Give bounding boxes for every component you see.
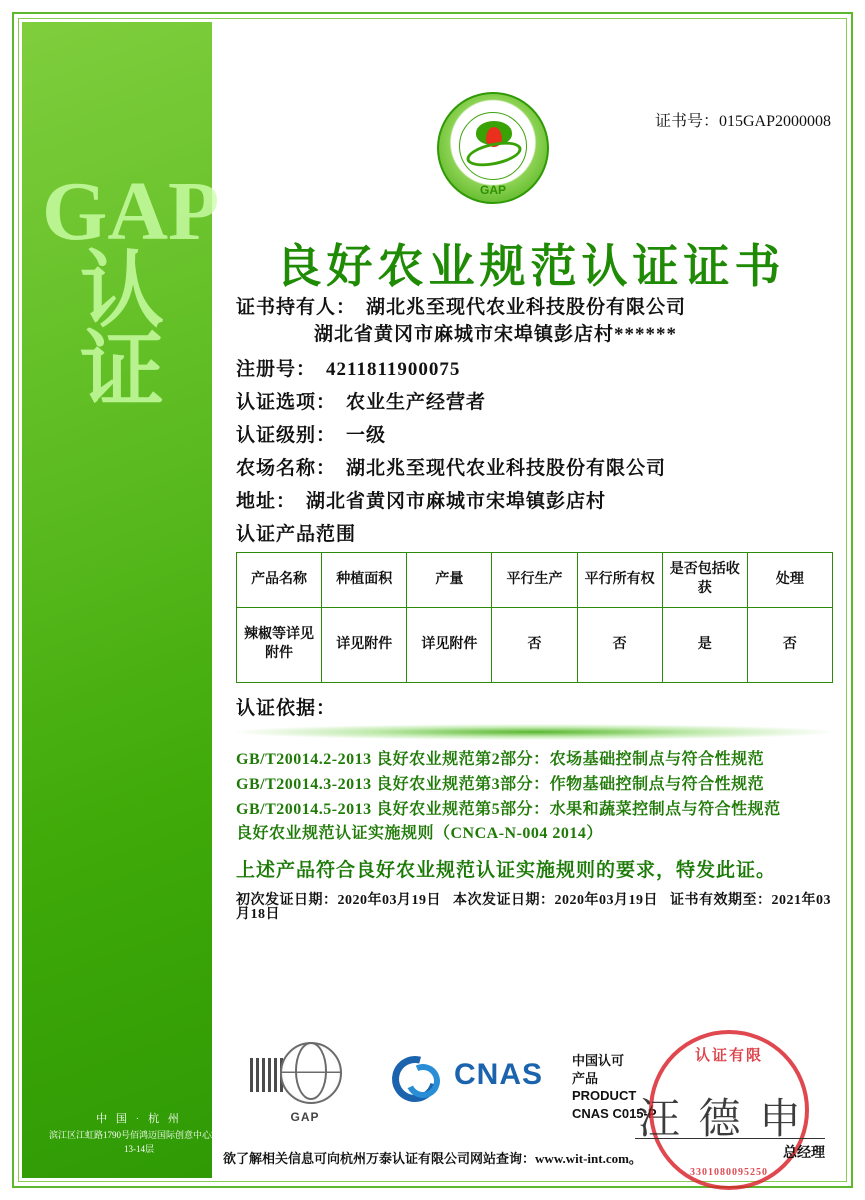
field-level-value: 一级: [346, 425, 387, 446]
gap-emblem-label: GAP: [479, 183, 506, 197]
cell-parallel-ownership: 否: [577, 608, 662, 683]
cnas-code: CNAS C015-P: [572, 1105, 657, 1121]
valid-until-label: 证书有效期至：: [670, 893, 772, 909]
basis-title: 认证依据：: [236, 698, 337, 719]
watermark-text: GAP认证: [42, 165, 220, 418]
statement-text: 上述产品符合良好农业规范认证实施规则的要求，特发此证。: [236, 860, 777, 882]
field-farm-name: [236, 459, 833, 478]
first-issue-label: 初次发证日期：: [236, 893, 338, 909]
scope-table: [236, 552, 833, 683]
field-holder: [236, 298, 833, 317]
signature: 汪 德 申: [637, 1097, 805, 1143]
field-option-value: 农业生产经营者: [346, 392, 487, 413]
seal-bottom-text: 3301080095250: [690, 1167, 768, 1178]
wit-gap-label: GAP: [290, 1110, 320, 1124]
basis-item: 良好农业规范认证实施规则（CNCA-N-004 2014）: [236, 825, 603, 843]
this-issue-value: 2020年03月19日: [554, 893, 658, 909]
scope-title: 认证产品范围: [236, 524, 357, 545]
table-row: [237, 608, 833, 683]
valid-until-value: 2021年03月18日: [236, 893, 831, 923]
field-holder-address: 湖北省黄冈市麻城市宋埠镇彭店村******: [314, 324, 678, 345]
cell-handling: 否: [747, 608, 832, 683]
orbit-icon: [464, 137, 523, 170]
wit-gap-logo-icon: [250, 1042, 360, 1134]
field-holder-value: 湖北兆至现代农业科技股份有限公司: [366, 297, 687, 318]
certificate-number-value: 015GAP2000008: [718, 113, 831, 130]
cnas-swirl-icon: [392, 1056, 450, 1106]
basis-item: GB/T20014.3-2013 良好农业规范第3部分：作物基础控制点与符合性规范: [236, 775, 765, 793]
basis-list: [236, 748, 833, 847]
gap-emblem-icon: [437, 92, 549, 204]
col-product-name: 产品名称: [237, 553, 322, 608]
field-holder-label: 证书持有人：: [236, 297, 357, 318]
field-address-label: 地址：: [236, 491, 297, 512]
footer-marks: [222, 1030, 839, 1178]
basis-item: GB/T20014.2-2013 良好农业规范第2部分：农场基础控制点与符合性规范: [236, 751, 765, 768]
this-issue-label: 本次发证日期：: [453, 893, 555, 909]
cnas-cn-line1: 中国认可: [572, 1053, 625, 1068]
field-address: [236, 492, 833, 511]
field-register-no: [236, 360, 833, 379]
footer-note: 欲了解相关信息可向杭州万泰认证有限公司网站查询：www.wit-int.com。: [223, 1151, 642, 1166]
col-includes-harvest: 是否包括收获: [662, 553, 747, 608]
page-title: 良好农业规范认证证书: [275, 241, 786, 292]
signature-line: [635, 1138, 825, 1139]
basis-item: GB/T20014.5-2013 良好农业规范第5部分：水果和蔬菜控制点与符合性规范: [236, 800, 781, 818]
col-yield: 产量: [407, 553, 492, 608]
certificate-number: [655, 108, 831, 131]
first-issue-value: 2020年03月19日: [337, 893, 441, 909]
cnas-en: PRODUCT: [572, 1088, 637, 1104]
col-parallel-ownership: 平行所有权: [577, 553, 662, 608]
signature-title: 总经理: [783, 1146, 825, 1161]
dates-row: [236, 894, 833, 922]
cnas-mark: [392, 1052, 657, 1132]
cell-parallel-production: 否: [492, 608, 577, 683]
field-farm-name-label: 农场名称：: [236, 458, 337, 479]
company-city: 中 国 · 杭 州: [96, 1112, 182, 1125]
field-level-label: 认证级别：: [236, 425, 337, 446]
field-level: [236, 426, 833, 445]
certificate-content: [222, 30, 839, 1178]
col-planting-area: 种植面积: [322, 553, 407, 608]
certificate-number-label: 证书号：: [654, 113, 719, 130]
table-header-row: [237, 553, 833, 608]
company-address: 滨江区江虹路1790号佰鸿迈国际创意中心21幢13-14层: [48, 1130, 229, 1154]
field-option-label: 认证选项：: [236, 392, 337, 413]
cell-yield: 详见附件: [407, 608, 492, 683]
cell-planting-area: 详见附件: [322, 608, 407, 683]
globe-icon: [280, 1042, 342, 1104]
fields-block: [236, 298, 833, 922]
field-register-no-label: 注册号：: [236, 359, 317, 380]
col-handling: 处理: [747, 553, 832, 608]
cnas-cn-line2: 产品: [572, 1070, 599, 1086]
seal-top-text: 认证有限: [694, 1048, 763, 1064]
left-green-band: [22, 22, 229, 1178]
field-farm-name-value: 湖北兆至现代农业科技股份有限公司: [346, 458, 667, 479]
field-address-value: 湖北省黄冈市麻城市宋埠镇彭店村: [306, 491, 607, 512]
field-register-no-value: 4211811900075: [326, 359, 461, 380]
decorative-divider: [236, 724, 833, 740]
col-parallel-production: 平行生产: [492, 553, 577, 608]
cell-product-name: 辣椒等详见附件: [237, 608, 322, 683]
cnas-wordmark: CNAS: [454, 1058, 544, 1091]
field-option: [236, 393, 833, 412]
cell-includes-harvest: 是: [662, 608, 747, 683]
